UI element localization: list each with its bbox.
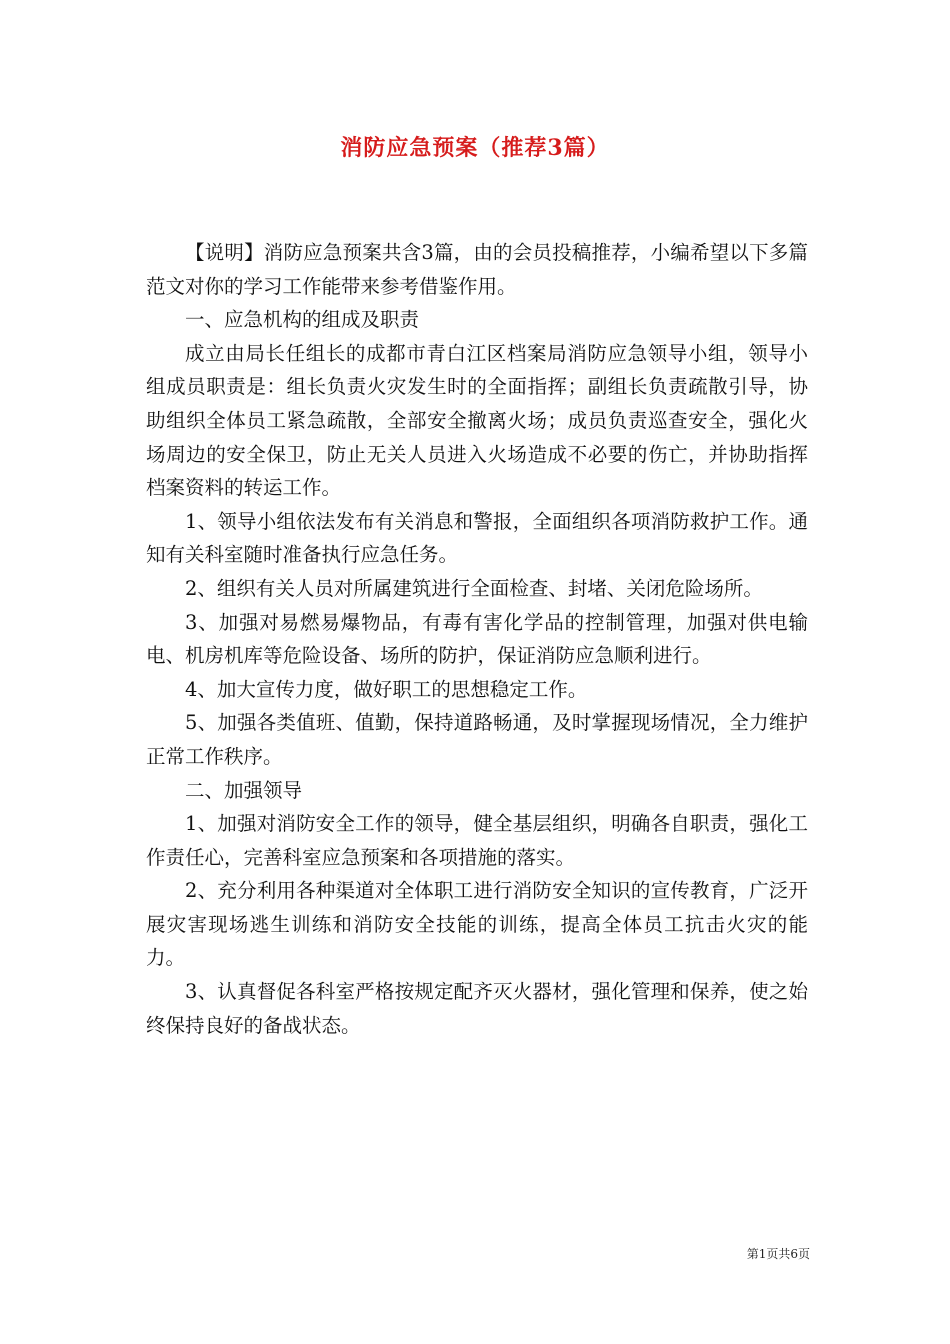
paragraph: 3、加强对易燃易爆物品，有毒有害化学品的控制管理，加强对供电输电、机房机库等危险设备、场所的防护，保证消防应急顺利进行。 <box>146 610 808 668</box>
paragraph: 5、加强各类值班、值勤，保持道路畅通，及时掌握现场情况，全力维护正常工作秩序。 <box>146 711 808 768</box>
paragraph: 1、领导小组依法发布有关消息和警报，全面组织各项消防救护工作。通知有关科室随时准备执行应急任务。 <box>146 509 808 567</box>
document-body <box>146 236 808 1042</box>
document-title: 消防应急预案（推荐3篇） <box>340 135 610 161</box>
paragraph: 2、充分利用各种渠道对全体职工进行消防安全知识的宣传教育，广泛开展灾害现场逃生训练和消防安全技能的训练，提高全体员工抗击火灾的能力。 <box>146 879 808 970</box>
paragraph-intro: 【说明】消防应急预案共含3篇，由的会员投稿推荐，小编希望以下多篇范文对你的学习工作能带来参考借鉴作用。 <box>146 241 808 298</box>
paragraph: 2、组织有关人员对所属建筑进行全面检查、封堵、关闭危险场所。 <box>185 576 763 600</box>
section-heading-1: 一、应急机构的组成及职责 <box>185 308 420 332</box>
paragraph: 3、认真督促各科室严格按规定配齐灭火器材，强化管理和保养，使之始终保持良好的备战状态。 <box>146 980 808 1037</box>
paragraph: 成立由局长任组长的成都市青白江区档案局消防应急领导小组，领导小组成员职责是：组长负责火灾发生时的全面指挥；副组长负责疏散引导，协助组织全体员工紧急疏散，全部安全撤离火场；成员负责巡查安全，强化火场周边的安全保卫，防止无关人员进入火场造成不必要的伤亡，并协助指挥档案资料的转运工作。 <box>146 341 808 500</box>
paragraph: 4、加大宣传力度，做好职工的思想稳定工作。 <box>185 677 588 701</box>
paragraph: 1、加强对消防安全工作的领导，健全基层组织，明确各自职责，强化工作责任心，完善科室应急预案和各项措施的落实。 <box>146 812 808 869</box>
section-heading-2: 二、加强领导 <box>185 778 303 802</box>
page-number: 第1页共6页 <box>746 1247 810 1261</box>
